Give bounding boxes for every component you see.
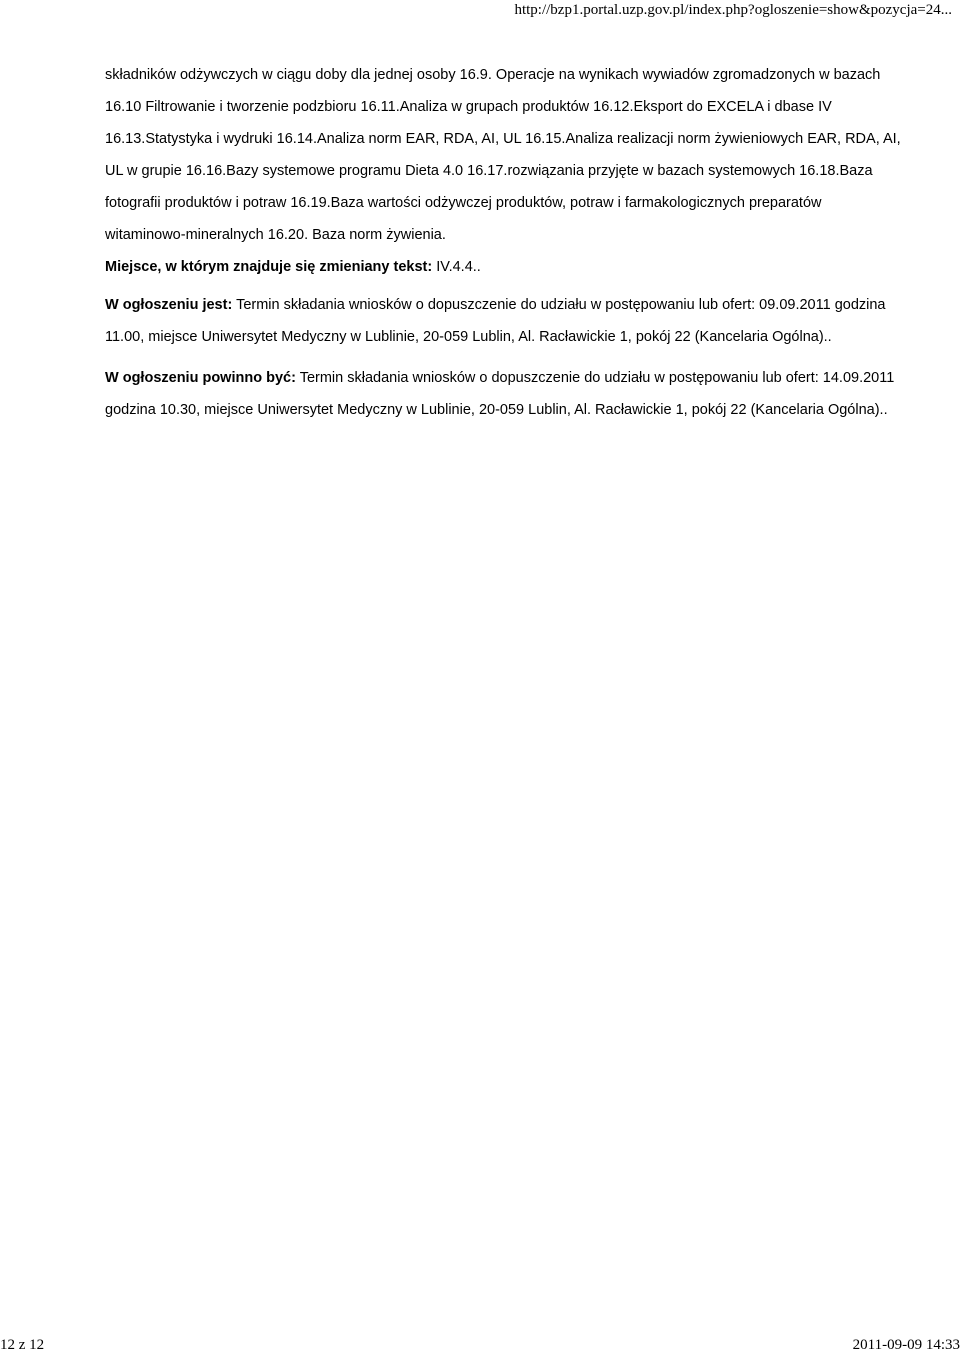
nutrition-program-paragraph: składników odżywczych w ciągu doby dla jednej osoby 16.9. Operacje na wynikach wywiadów zgromadzonych w bazach 16.10 Filtrowanie i tworzenie podzbioru 16.11.Analiza w grupach produktów 16.12.Eksport do EXCELA i dbase IV 16.13.Statystyka i wydruki 16.14.Analiza norm EAR, RDA, AI, UL 16.15.Analiza realizacji norm żywieniowych EAR, RDA, AI, UL w grupie 16.16.Bazy systemowe programu Dieta 4.0 16.17.rozwiązania przyjęte w bazach systemowych 16.18.Baza fotografii produktów i potraw 16.19.Baza wartości odżywczej produktów, potraw i farmakologicznych preparatów witaminowo-mineralnych 16.20. Baza norm żywienia. <box>105 67 901 243</box>
page-counter: 12 z 12 <box>0 1337 45 1353</box>
location-label: Miejsce, w którym znajduje się zmieniany tekst: <box>105 259 433 275</box>
location-value: IV.4.4.. <box>436 259 481 275</box>
current-text-block <box>105 289 905 353</box>
page-header-url: http://bzp1.portal.uzp.gov.pl/index.php?ogloszenie=show&pozycja=24... <box>514 2 952 18</box>
print-timestamp: 2011-09-09 14:33 <box>852 1337 960 1353</box>
corrected-label: W ogłoszeniu powinno być: <box>105 370 296 386</box>
corrected-text-block <box>105 362 905 426</box>
current-label: W ogłoszeniu jest: <box>105 297 233 313</box>
document-content <box>105 59 905 426</box>
corrected-text: Termin składania wniosków o dopuszczenie do udziału w postępowaniu lub ofert: 14.09.2011 godzina 10.30, miejsce Uniwersytet Medyczny w Lublinie, 20-059 Lublin, Al. Racławickie 1, pokój 22 (Kancelaria Ogólna).. <box>105 370 895 418</box>
current-text: Termin składania wniosków o dopuszczenie do udziału w postępowaniu lub ofert: 09.09.2011 godzina 11.00, miejsce Uniwersytet Medyczny w Lublinie, 20-059 Lublin, Al. Racławickie 1, pokój 22 (Kancelaria Ogólna).. <box>105 297 886 345</box>
changed-text-location <box>105 251 905 283</box>
